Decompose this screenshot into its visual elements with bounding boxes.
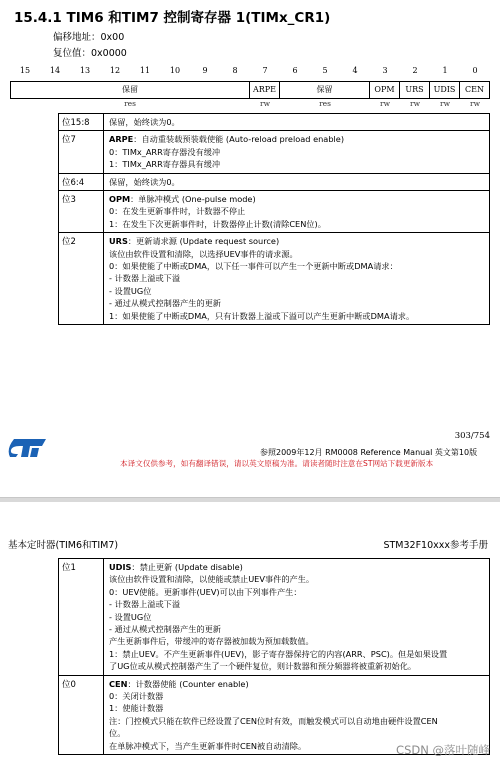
bit-number-10: 10: [169, 66, 181, 75]
st-logo-icon: [8, 437, 48, 459]
page1-row: [59, 174, 489, 191]
bit-description: [104, 191, 489, 232]
reg-cell-arpe: ARPE: [250, 82, 280, 98]
description-line: 在单脉冲模式下，当产生更新事件时CEN被自动清除。: [109, 740, 307, 751]
field-name: URS: [109, 236, 128, 247]
reset-value: 复位值：0x0000: [53, 48, 127, 59]
access-cen: rw: [469, 99, 480, 108]
access-opm: rw: [379, 99, 390, 108]
description-line: - 计数器上溢或下溢: [109, 273, 181, 284]
description-line: 位。: [109, 728, 126, 739]
page1-row: [59, 191, 489, 233]
description-line: 该位由软件设置和清除，以选择UEV事件的请求源。: [109, 248, 298, 259]
reg-cell-reserved-high: 保留: [11, 82, 250, 98]
bit-number-1: 1: [442, 66, 448, 75]
description-line: 0：关闭计数器: [109, 691, 164, 702]
page-divider: [0, 497, 500, 502]
description-line: 1：在发生下次更新事件时，计数器停止计数(清除CEN位)。: [109, 218, 326, 229]
description-line: 0：UEV使能。更新事件(UEV)可以由下列事件产生：: [109, 586, 302, 597]
reg-cell-urs: URS: [400, 82, 430, 98]
description-line: 注：门控模式只能在软件已经设置了CEN位时有效，而触发模式可以自动地由硬件设置CEN: [109, 715, 438, 726]
access-udis: rw: [439, 99, 450, 108]
page2-row: [59, 559, 489, 676]
field-name: ARPE: [109, 134, 134, 145]
description-line: 1：如果使能了中断或DMA，只有计数器上溢或下溢可以产生更新中断或DMA请求。: [109, 310, 415, 321]
field-name: UDIS: [109, 562, 132, 572]
description-line: 产生更新事件后，带缓冲的寄存器被加载为预加载数值。: [109, 636, 314, 647]
description-line: URS：更新请求源 (Update request source): [109, 236, 280, 247]
bit-label: 位1: [59, 559, 104, 675]
reference-manual-line: 参照2009年12月 RM0008 Reference Manual 英文第10版: [260, 448, 478, 457]
description-line: - 设置UG位: [109, 611, 152, 622]
bit-number-row: [10, 66, 490, 78]
offset-address: 偏移地址：0x00: [53, 32, 125, 43]
description-line: OPM：单脉冲模式 (One-pulse mode): [109, 194, 256, 205]
bit-number-5: 5: [322, 66, 328, 75]
bit-description: [104, 233, 489, 324]
translation-notice: 本译文仅供参考，如有翻译错误，请以英文原稿为准。请读者随时注意在ST网站下载更新版本: [120, 459, 434, 468]
field-name: OPM: [109, 194, 131, 205]
description-line: 1：禁止UEV。不产生更新事件(UEV)，影子寄存器保持它的内容(ARR、PSC)。但是如果设置: [109, 648, 448, 659]
description-line: 0：如果使能了中断或DMA，以下任一事件可以产生一个更新中断或DMA请求：: [109, 261, 398, 272]
bit-number-9: 9: [202, 66, 208, 75]
bit-number-0: 0: [472, 66, 478, 75]
reg-cell-reserved-mid: 保留: [280, 82, 370, 98]
description-line: - 通过从模式控制器产生的更新: [109, 298, 221, 309]
page1-row: [59, 114, 489, 131]
field-name: CEN: [109, 678, 128, 689]
description-line: CEN：计数器使能 (Counter enable): [109, 678, 249, 689]
description-line: 了UG位或从模式控制器产生了一个硬件复位，则计数器和预分频器将被重新初始化。: [109, 661, 417, 672]
access-type-row: [10, 99, 490, 111]
bit-description: [104, 114, 489, 130]
description-line: UDIS：禁止更新 (Update disable): [109, 562, 243, 572]
bit-number-14: 14: [49, 66, 61, 75]
bit-description: [104, 559, 489, 675]
description-line: 0：在发生更新事件时，计数器不停止: [109, 206, 246, 217]
description-line: - 计数器上溢或下溢: [109, 599, 181, 610]
access-urs: rw: [409, 99, 420, 108]
bit-number-3: 3: [382, 66, 388, 75]
description-line: 保留，始终读为0。: [109, 117, 180, 127]
description-line: 保留，始终读为0。: [109, 176, 180, 187]
bit-number-13: 13: [79, 66, 91, 75]
bit-label: 位0: [59, 676, 104, 754]
access-reserved-mid: res: [319, 99, 331, 108]
description-line: 0：TIMx_ARR寄存器没有缓冲: [109, 146, 221, 157]
bit-number-6: 6: [292, 66, 298, 75]
register-map: [10, 81, 490, 99]
reg-cell-cen: CEN: [465, 85, 484, 94]
page-number: 303/754: [454, 431, 490, 441]
access-reserved-high: res: [124, 99, 136, 108]
bit-number-15: 15: [19, 66, 31, 75]
bit-label: 位2: [59, 233, 104, 324]
bit-description-table-page1: [58, 113, 490, 325]
bit-description: [104, 131, 489, 172]
bit-description: [104, 174, 489, 190]
manual-header: STM32F10xxx参考手册: [383, 540, 488, 551]
bit-number-12: 12: [109, 66, 121, 75]
page1-row: [59, 131, 489, 173]
section-title: 15.4.1 TIM6 和TIM7 控制寄存器 1(TIMx_CR1): [14, 10, 331, 26]
bit-description-table-page2: [58, 558, 490, 755]
bit-number-2: 2: [412, 66, 418, 75]
chapter-header: 基本定时器(TIM6和TIM7): [8, 540, 119, 551]
description-line: 该位由软件设置和清除，以使能或禁止UEV事件的产生。: [109, 574, 315, 585]
bit-number-4: 4: [352, 66, 358, 75]
csdn-watermark: CSDN @落叶随峰: [396, 743, 490, 757]
description-line: ARPE：自动重装载预装载使能 (Auto-reload preload enable): [109, 134, 345, 145]
bit-label: 位7: [59, 131, 104, 172]
bit-label: 位6:4: [59, 174, 104, 190]
bit-number-8: 8: [232, 66, 238, 75]
page1-row: [59, 233, 489, 324]
reg-cell-udis: UDIS: [430, 82, 460, 98]
access-arpe: rw: [259, 99, 270, 108]
bit-label: 位3: [59, 191, 104, 232]
bit-number-7: 7: [262, 66, 268, 75]
reg-cell-opm: OPM: [370, 82, 400, 98]
bit-label: 位15:8: [59, 114, 104, 130]
description-line: - 通过从模式控制器产生的更新: [109, 624, 221, 635]
description-line: - 设置UG位: [109, 285, 152, 296]
description-line: 1：TIMx_ARR寄存器具有缓冲: [109, 159, 221, 170]
description-line: 1：使能计数器: [109, 703, 164, 714]
bit-number-11: 11: [139, 66, 151, 75]
